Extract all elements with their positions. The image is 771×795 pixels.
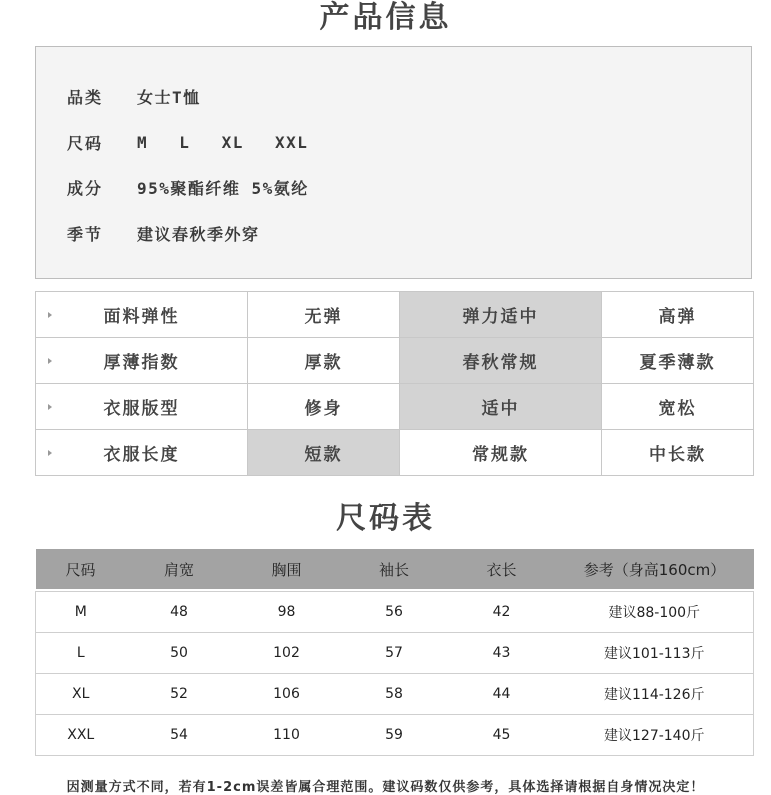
size-chart-header-row [36,549,754,589]
table-cell: 44 [448,674,556,715]
product-info-title: 产品信息 [319,0,452,35]
triangle-bullet-icon [48,312,52,318]
info-value: 95%聚酯纤维 5%氨纶 [137,178,309,198]
attribute-option-selected: 适中 [400,384,602,430]
info-label: 季节 [67,224,104,244]
info-row-season [67,221,260,245]
attribute-option-selected: 短款 [248,430,400,476]
attribute-name [36,292,248,338]
attribute-grid [35,291,754,476]
table-row [36,715,754,756]
table-cell: 56 [341,592,448,633]
table-row [36,633,754,674]
table-cell: L [36,633,126,674]
attribute-option-selected: 弹力适中 [400,292,602,338]
attribute-option: 高弹 [602,292,754,338]
attribute-name [36,430,248,476]
attribute-option: 常规款 [400,430,602,476]
size-chart-table [35,549,754,756]
attribute-option: 厚款 [248,338,400,384]
measurement-footnote: 因测量方式不同，若有1-2cm误差皆属合理范围。建议码数仅供参考，具体选择请根据自身情况决定！ [66,780,705,795]
table-cell: 102 [233,633,341,674]
info-size-list [137,133,328,152]
info-value: 建议春秋季外穿 [137,224,260,244]
size-chart-header-cell: 胸围 [233,549,341,589]
attribute-option: 中长款 [602,430,754,476]
table-cell: 42 [448,592,556,633]
attribute-name [36,384,248,430]
table-cell: M [36,592,126,633]
info-label: 品类 [67,87,104,107]
info-label: 成分 [67,178,104,198]
size-chart-header-cell: 尺码 [36,549,126,589]
attribute-name [36,338,248,384]
info-label: 尺码 [67,133,104,153]
attribute-name-label: 衣服版型 [103,399,180,419]
table-cell: 52 [126,674,233,715]
table-cell: 43 [448,633,556,674]
table-cell: 建议101-113斤 [556,633,754,674]
table-cell: 106 [233,674,341,715]
table-row [36,674,754,715]
size-option: XXL [274,132,309,152]
info-row-material [67,175,309,199]
table-cell: 50 [126,633,233,674]
table-cell: XL [36,674,126,715]
attribute-name-label: 厚薄指数 [103,353,180,373]
size-chart-header-cell: 参考（身高160cm） [556,549,754,589]
size-option: XL [221,132,244,152]
table-cell: 98 [233,592,341,633]
table-row [36,592,754,633]
attribute-option: 修身 [248,384,400,430]
attribute-option: 夏季薄款 [602,338,754,384]
table-cell: XXL [36,715,126,756]
info-value: 女士T恤 [137,87,201,107]
table-cell: 59 [341,715,448,756]
info-row-category [67,84,201,108]
size-chart-header-cell: 袖长 [341,549,448,589]
size-option: M [137,132,149,152]
attribute-option: 宽松 [602,384,754,430]
triangle-bullet-icon [48,450,52,456]
table-cell: 110 [233,715,341,756]
table-cell: 54 [126,715,233,756]
attribute-row [36,430,754,476]
table-cell: 58 [341,674,448,715]
size-option: L [179,132,191,152]
table-cell: 建议127-140斤 [556,715,754,756]
attribute-name-label: 面料弹性 [103,307,180,327]
table-cell: 57 [341,633,448,674]
triangle-bullet-icon [48,404,52,410]
size-chart-header-cell: 肩宽 [126,549,233,589]
attribute-row [36,384,754,430]
attribute-name-label: 衣服长度 [103,445,180,465]
size-chart-title: 尺码表 [336,501,435,536]
triangle-bullet-icon [48,358,52,364]
table-cell: 建议114-126斤 [556,674,754,715]
attribute-row [36,292,754,338]
attribute-row [36,338,754,384]
table-cell: 48 [126,592,233,633]
table-cell: 45 [448,715,556,756]
table-cell: 建议88-100斤 [556,592,754,633]
product-info-box [35,46,752,279]
info-row-size [67,130,328,154]
attribute-option-selected: 春秋常规 [400,338,602,384]
attribute-option: 无弹 [248,292,400,338]
size-chart-header-cell: 衣长 [448,549,556,589]
